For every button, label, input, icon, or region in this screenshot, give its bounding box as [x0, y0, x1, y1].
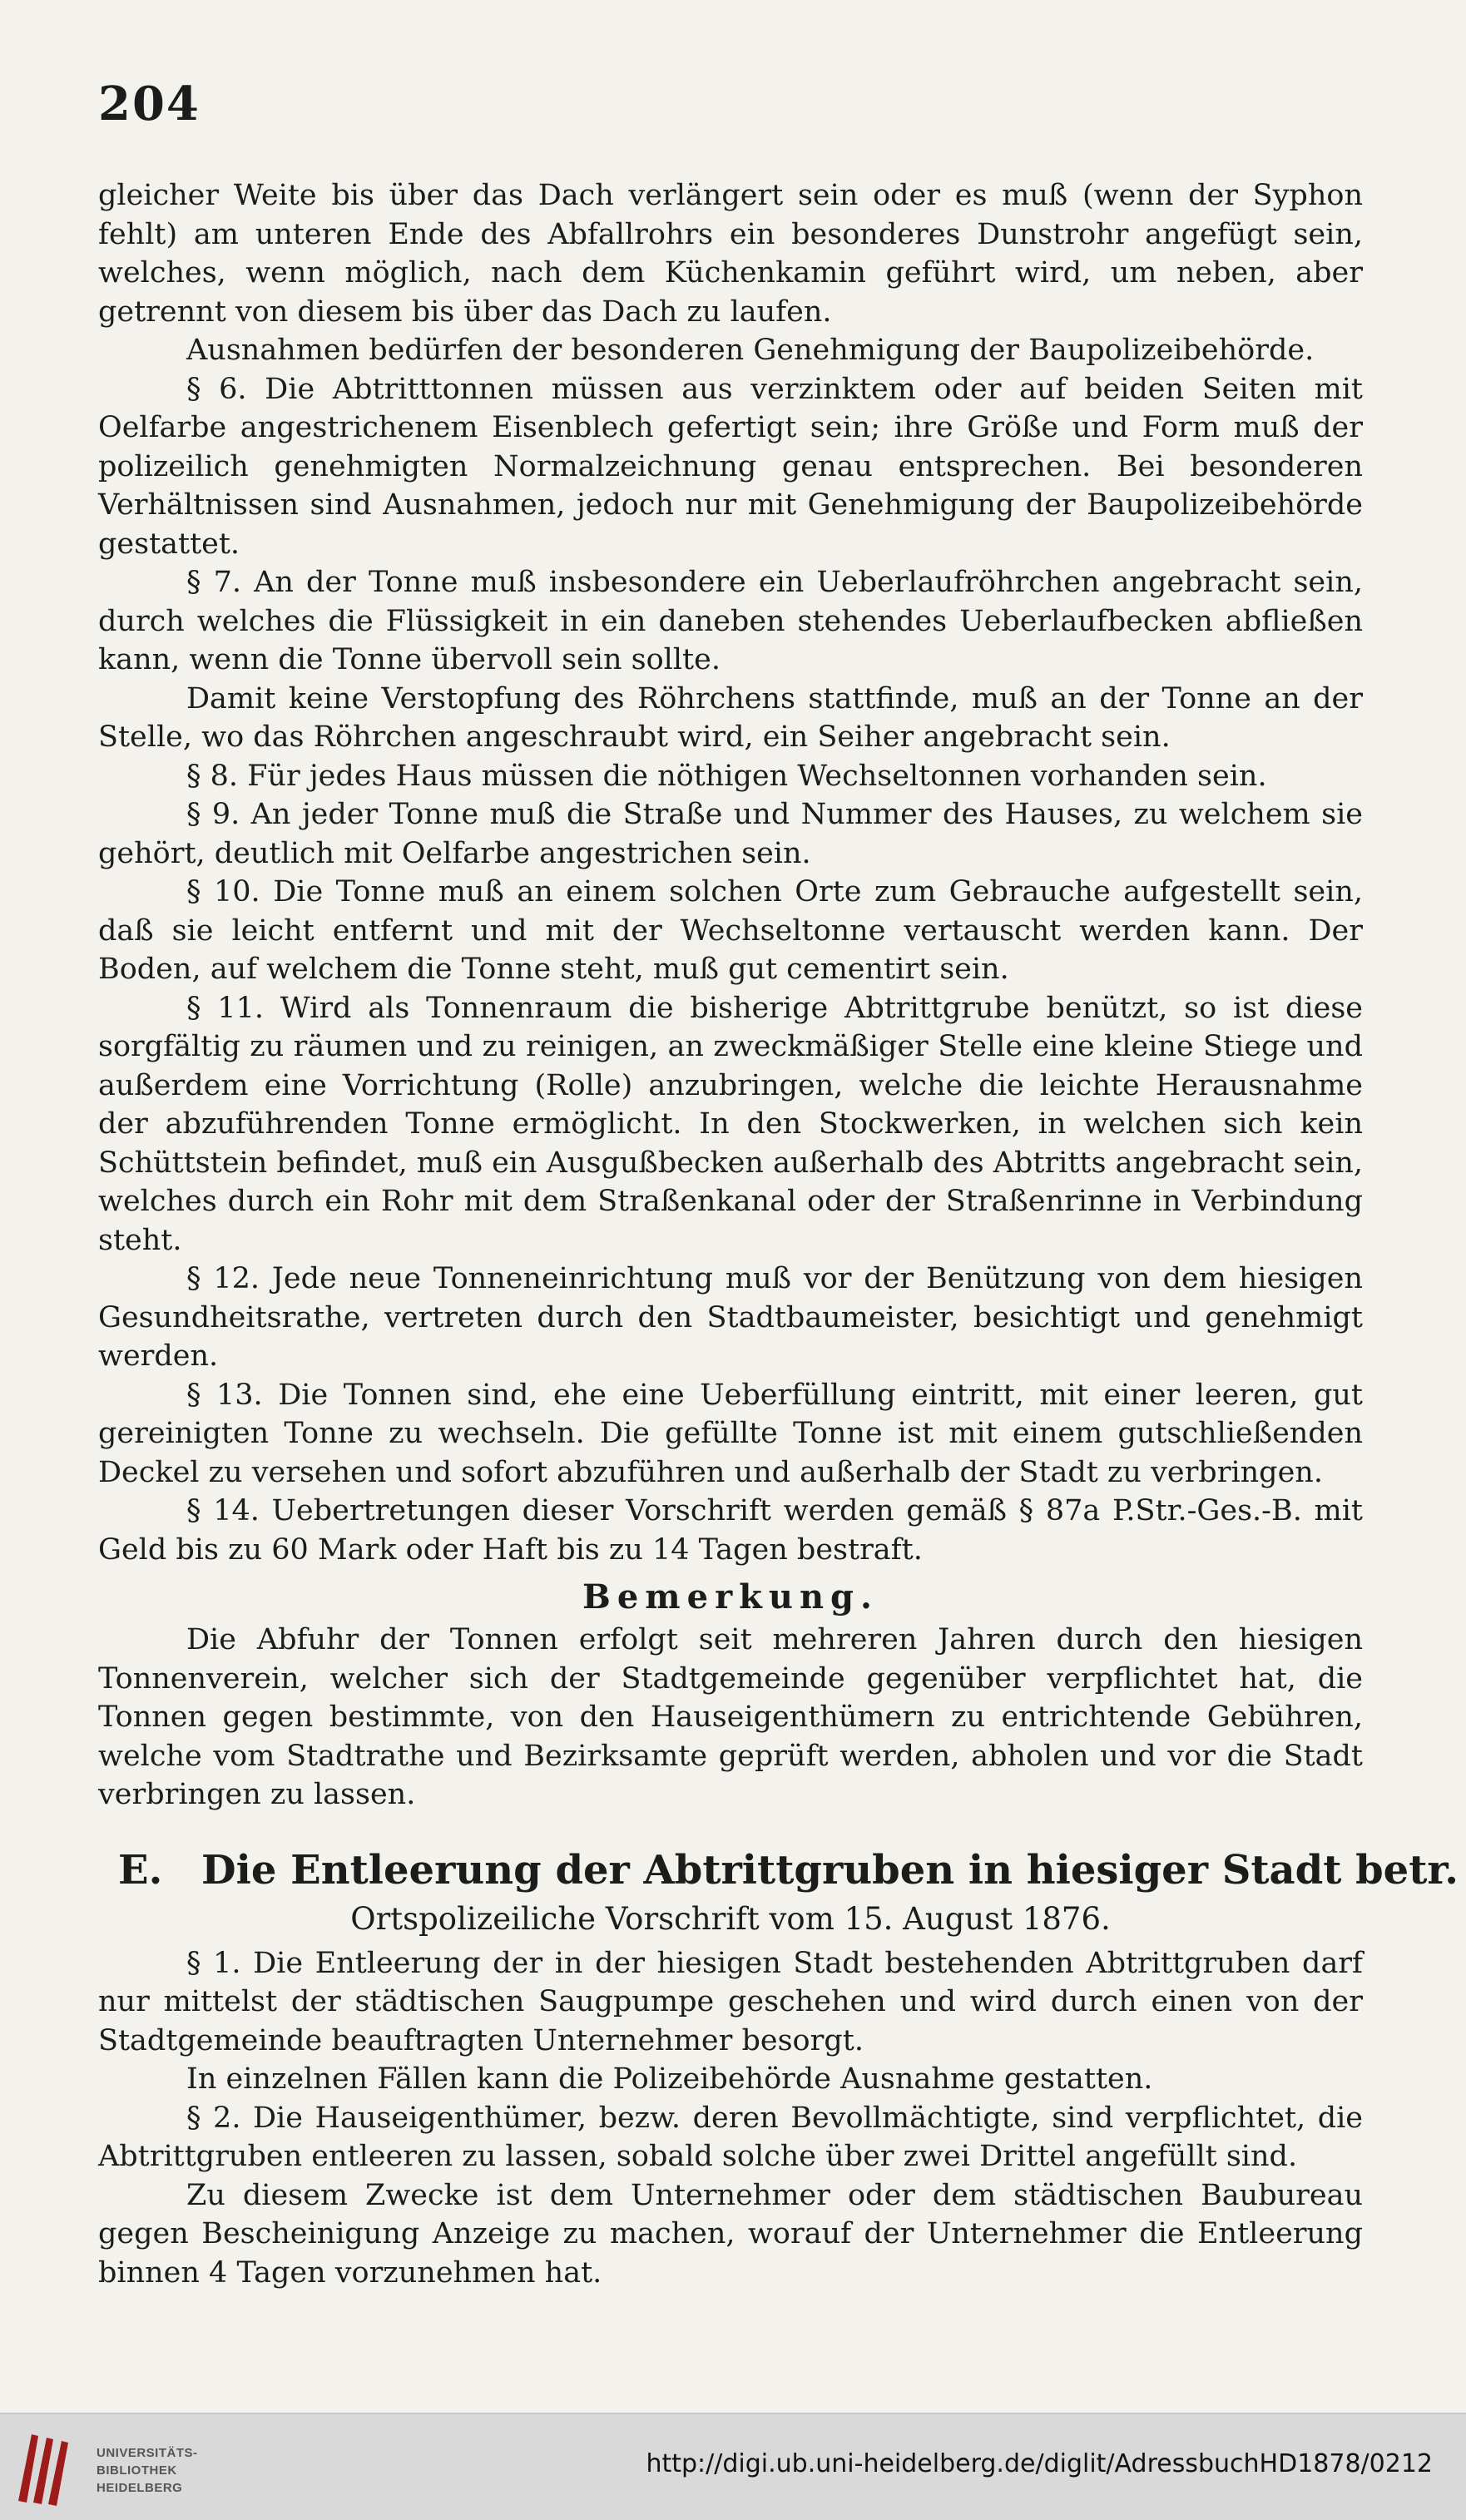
- section-title-text: Die Entleerung der Abtrittgruben in hiesiger Stadt betr.: [201, 1846, 1459, 1894]
- section-title: [98, 1846, 1459, 1894]
- section-letter: E.: [118, 1846, 163, 1894]
- paragraph-sec12: § 12. Jede neue Tonneneinrichtung muß vor der Benützung von dem hiesigen Gesundheitsrathe, vertreten durch den Stadtbaumeister, besichtigt und genehmigt werden.: [98, 1262, 1363, 1373]
- section-subtitle: Ortspolizeiliche Vorschrift vom 15. August 1876.: [350, 1900, 1111, 1937]
- library-logo[interactable]: [13, 2426, 198, 2509]
- paragraph-sec11: § 11. Wird als Tonnenraum die bisherige Abtrittgrube benützt, so ist diese sorgfältig zu räumen und zu reinigen, an zweckmäßiger Stelle eine kleine Stiege und außerdem eine Vorrichtung (Rolle) anzubringen, welche die leichte Herausnahme der abzuführenden Tonne ermöglicht. In den Stockwerken, in welchen sich kein Schüttstein befindet, muß ein Ausgußbecken außerhalb des Abtritts angebracht sein, welches durch ein Rohr mit dem Straßenkanal oder der Straßenrinne in Verbindung steht.: [98, 991, 1363, 1257]
- paragraph-sec9: § 9. An jeder Tonne muß die Straße und Nummer des Hauses, zu welchem sie gehört, deutlich mit Oelfarbe angestrichen sein.: [98, 798, 1363, 870]
- paragraph-e-sec1: § 1. Die Entleerung der in der hiesigen Stadt bestehenden Abtrittgruben darf nur mittelst der städtischen Saugpumpe geschehen und wird durch einen von der Stadtgemeinde beauftragten Unternehmer besorgt.: [98, 1946, 1363, 2057]
- logo-line-2: BIBLIOTHEK: [97, 2463, 177, 2478]
- document-body: [98, 176, 1459, 2292]
- footer-bar: [0, 2413, 1466, 2520]
- paragraph-sec10: § 10. Die Tonne muß an einem solchen Orte zum Gebrauche aufgestellt sein, daß sie leicht entfernt und mit der Wechseltonne vertauscht werden kann. Der Boden, auf welchem die Tonne steht, muß gut cementirt sein.: [98, 875, 1363, 986]
- paragraph-intro: gleicher Weite bis über das Dach verlängert sein oder es muß (wenn der Syphon fehlt) am unteren Ende des Abfallrohrs ein besonderes Dunstrohr angefügt sein, welches, wenn möglich, nach dem Küchenkamin geführt wird, um neben, aber getrennt von diesem bis über das Dach zu laufen.: [98, 179, 1363, 329]
- paragraph-sec7b: Damit keine Verstopfung des Röhrchens stattfinde, muß an der Tonne an der Stelle, wo das Röhrchen angeschraubt wird, ein Seiher angebracht sein.: [98, 681, 1363, 754]
- paragraph-sec14: § 14. Uebertretungen dieser Vorschrift werden gemäß § 87a P.Str.-Ges.-B. mit Geld bis zu 60 Mark oder Haft bis zu 14 Tagen bestraft.: [98, 1494, 1363, 1567]
- paragraph-sec8: § 8. Für jedes Haus müssen die nöthigen Wechseltonnen vorhanden sein.: [186, 759, 1267, 793]
- seal-icon: [13, 2426, 80, 2509]
- remark-heading: Bemerkung.: [582, 1577, 879, 1616]
- paragraph-e-sec2: § 2. Die Hauseigenthümer, bezw. deren Bevollmächtigte, sind verpflichtet, die Abtrittgruben entleeren zu lassen, sobald solche über zwei Drittel angefüllt sind.: [98, 2101, 1363, 2173]
- paragraph-sec7: § 7. An der Tonne muß insbesondere ein Ueberlaufröhrchen angebracht sein, durch welches die Flüssigkeit in ein daneben stehendes Ueberlaufbecken abfließen kann, wenn die Tonne übervoll sein sollte.: [98, 566, 1363, 676]
- source-url-link[interactable]: http://digi.ub.uni-heidelberg.de/diglit/AdressbuchHD1878/0212: [646, 2449, 1433, 2478]
- paragraph-sec13: § 13. Die Tonnen sind, ehe eine Ueberfüllung eintritt, mit einer leeren, gut gereinigten Tonne zu wechseln. Die gefüllte Tonne ist mit einem gutschließenden Deckel zu versehen und sofort abzuführen und außerhalb der Stadt zu verbringen.: [98, 1378, 1363, 1489]
- paragraph-sec6: § 6. Die Abtritttonnen müssen aus verzinktem oder auf beiden Seiten mit Oelfarbe angestrichenem Eisenblech gefertigt sein; ihre Größe und Form muß der polizeilich genehmigten Normalzeichnung genau entsprechen. Bei besonderen Verhältnissen sind Ausnahmen, jedoch nur mit Genehmigung der Baupolizeibehörde gestattet.: [98, 372, 1363, 561]
- logo-line-1: UNIVERSITÄTS-: [97, 2446, 198, 2460]
- logo-text: [97, 2444, 198, 2497]
- paragraph-exceptions: Ausnahmen bedürfen der besonderen Genehmigung der Baupolizeibehörde.: [186, 334, 1315, 367]
- page-number: 204: [98, 77, 201, 131]
- paragraph-e-sec1b: In einzelnen Fällen kann die Polizeibehörde Ausnahme gestatten.: [186, 2062, 1153, 2096]
- logo-line-3: HEIDELBERG: [97, 2481, 183, 2495]
- paragraph-remark: Die Abfuhr der Tonnen erfolgt seit mehreren Jahren durch den hiesigen Tonnenverein, welcher sich der Stadtgemeinde gegenüber verpflichtet hat, die Tonnen gegen bestimmte, von den Hauseigenthümern zu entrichtende Gebühren, welche vom Stadtrathe und Bezirksamte geprüft werden, abholen und vor die Stadt verbringen zu lassen.: [98, 1623, 1363, 1811]
- paragraph-e-sec2b: Zu diesem Zwecke ist dem Unternehmer oder dem städtischen Baubureau gegen Bescheinigung Anzeige zu machen, worauf der Unternehmer die Entleerung binnen 4 Tagen vorzunehmen hat.: [98, 2178, 1363, 2290]
